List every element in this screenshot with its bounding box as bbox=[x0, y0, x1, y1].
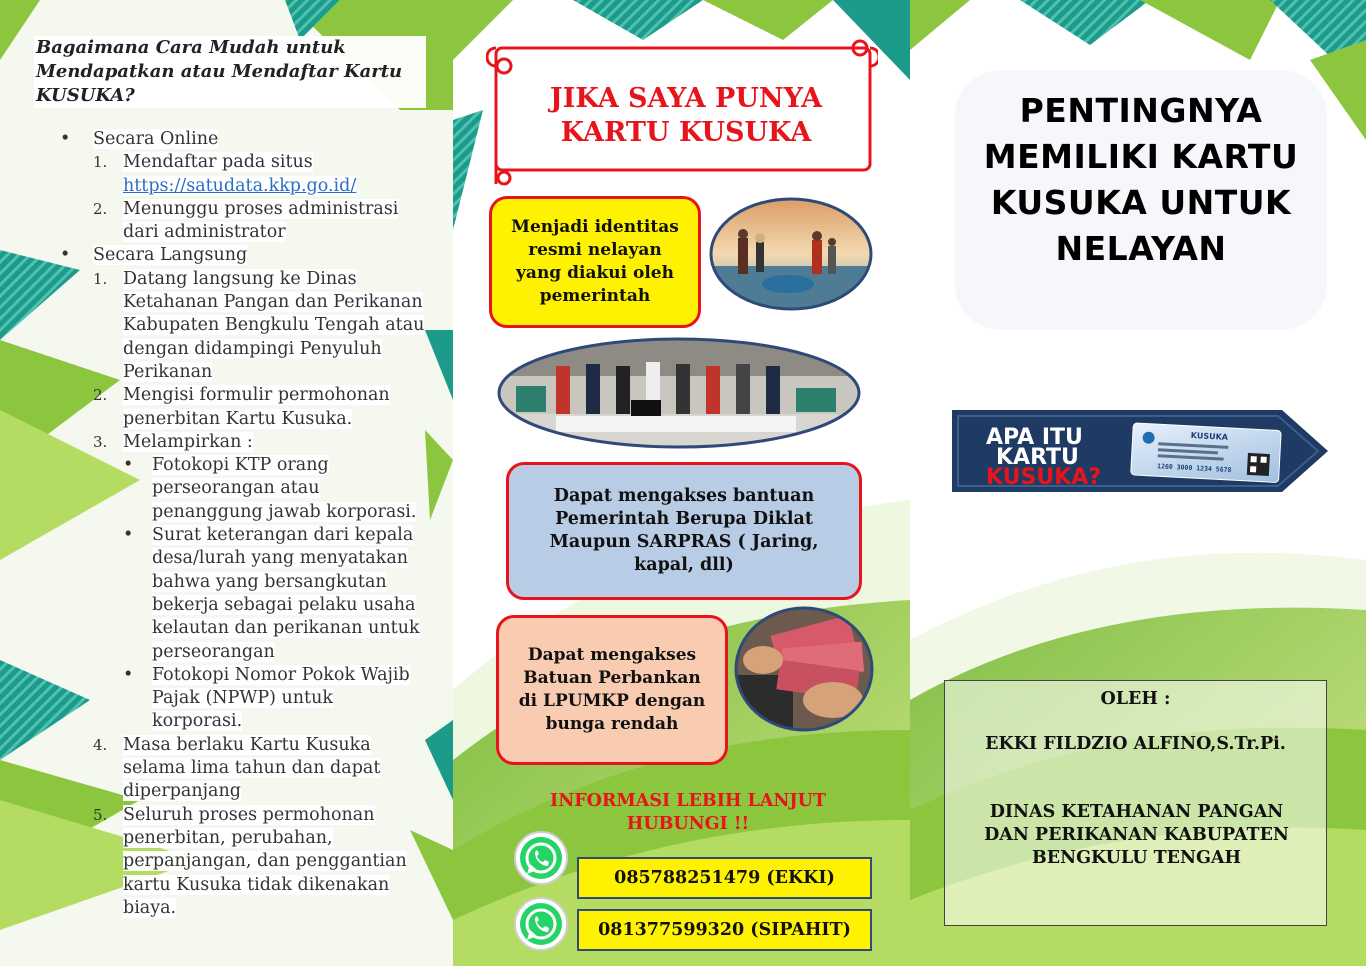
list-item: 3. Melampirkan : bbox=[93, 431, 253, 452]
oleh-label: OLEH : bbox=[1100, 689, 1171, 709]
benefit-identity-box: Menjadi identitas resmi nelayan yang diakui oleh pemerintah bbox=[489, 196, 701, 328]
apa-itu-line2: KARTU bbox=[996, 445, 1079, 470]
whatsapp-icon bbox=[513, 896, 569, 952]
cover-title: PENTINGNYA MEMILIKI KARTU KUSUKA UNTUK NELAYAN bbox=[983, 91, 1299, 268]
list-item: 1. Mendaftar pada situs https://satudata.kkp.go.id/ bbox=[93, 152, 357, 196]
list-item: 2. Menunggu proses administrasi dari administrator bbox=[93, 198, 399, 243]
list-item: 4. Masa berlaku Kartu Kusuka selama lima tahun dan dapat diperpanjang bbox=[93, 734, 381, 802]
list-item: 1. Datang langsung ke Dinas Ketahanan Pangan dan Perikanan Kabupaten Bengkulu Tengah atau dengan didampingi Penyuluh Perikanan bbox=[93, 268, 425, 382]
author-name: EKKI FILDZIO ALFINO,S.Tr.Pi. bbox=[985, 734, 1286, 754]
list-item: • Fotokopi KTP orang perseorangan atau penanggung jawab korporasi. bbox=[123, 455, 417, 522]
benefit-assistance-box: Dapat mengakses bantuan Pemerintah Berupa Diklat Maupun SARPRAS ( Jaring, kapal, dll) bbox=[506, 462, 862, 600]
howto-heading: Bagaimana Cara Mudah untuk Mendapatkan atau Mendaftar Kartu KUSUKA? bbox=[34, 36, 426, 108]
agency-name: DINAS KETAHANAN PANGAN DAN PERIKANAN KABUPATEN BENGKULU TENGAH bbox=[984, 802, 1289, 868]
apa-itu-line1: APA ITU bbox=[986, 425, 1083, 450]
benefit-banking-box: Dapat mengakses Batuan Perbankan di LPUMKP dengan bunga rendah bbox=[496, 615, 728, 765]
phone-number-sipahit[interactable]: 081377599320 (SIPAHIT) bbox=[577, 909, 872, 951]
banner-title: JIKA SAYA PUNYA KARTU KUSUKA bbox=[549, 83, 823, 148]
group-photo bbox=[496, 336, 862, 450]
list-item: 2. Mengisi formulir permohonan penerbitan Kartu Kusuka. bbox=[93, 385, 390, 429]
apa-itu-kusuka-banner bbox=[952, 408, 1330, 494]
card-number: 1260 3000 1234 5678 bbox=[1156, 462, 1232, 475]
list-item: 5. Seluruh proses permohonan penerbitan, perubahan, perpanjangan, dan penggantian kartu Kusuka tidak dikenakan biaya. bbox=[93, 804, 407, 918]
info-heading: INFORMASI LEBIH LANJUT HUBUNGI !! bbox=[550, 791, 826, 834]
card-brand: KUSUKA bbox=[1190, 430, 1229, 442]
list-item: • Secara Online bbox=[60, 129, 219, 149]
howto-list bbox=[30, 128, 426, 920]
list-item: • Secara Langsung bbox=[60, 245, 248, 266]
apa-itu-line3: KUSUKA? bbox=[986, 465, 1102, 490]
phone-number-ekki[interactable]: 085788251479 (EKKI) bbox=[577, 857, 872, 899]
money-photo bbox=[733, 605, 875, 733]
satudata-link[interactable]: https://satudata.kkp.go.id/ bbox=[123, 175, 357, 196]
whatsapp-icon bbox=[513, 830, 569, 886]
fishermen-photo bbox=[708, 196, 874, 312]
author-box bbox=[944, 680, 1327, 926]
list-item: • Surat keterangan dari kepala desa/lurah yang menyatakan bahwa yang bersangkutan bekerja sebagai pelaku usaha kelautan dan perikanan untuk perseorangan bbox=[123, 525, 420, 662]
list-item: • Fotokopi Nomor Pokok Wajib Pajak (NPWP) untuk korporasi. bbox=[123, 664, 410, 732]
